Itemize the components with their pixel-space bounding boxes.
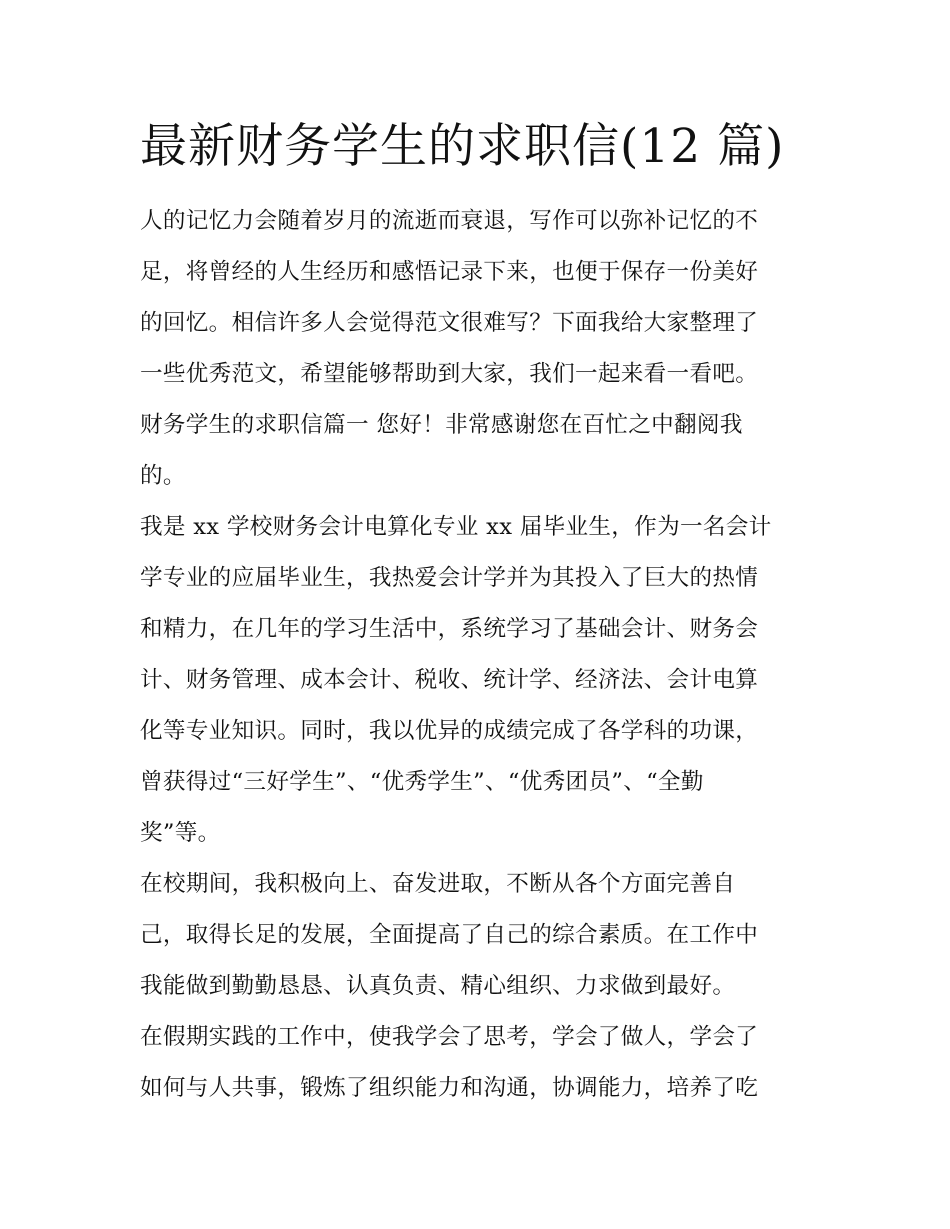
body-line: 人的记忆力会随着岁月的流逝而衰退，写作可以弥补记忆的不 <box>140 208 759 234</box>
body-line: 曾获得过“三好学生”、“优秀学生”、“优秀团员”、“全勤 <box>140 769 704 795</box>
body-line: 的。 <box>140 463 186 489</box>
body-line: 奖”等。 <box>140 820 221 846</box>
document-body <box>140 196 812 1114</box>
body-line: 一些优秀范文，希望能够帮助到大家，我们一起来看一看吧。 <box>140 361 759 387</box>
body-line: 己，取得长足的发展，全面提高了自己的综合素质。在工作中 <box>140 922 759 948</box>
body-line: 我是 xx 学校财务会计电算化专业 xx 届毕业生，作为一名会计 <box>140 514 772 540</box>
body-line: 我能做到勤勤恳恳、认真负责、精心组织、力求做到最好。 <box>140 973 736 999</box>
body-line: 学专业的应届毕业生，我热爱会计学并为其投入了巨大的热情 <box>140 565 759 591</box>
body-line: 在假期实践的工作中，使我学会了思考，学会了做人，学会了 <box>140 1024 759 1050</box>
body-line: 和精力，在几年的学习生活中，系统学习了基础会计、财务会 <box>140 616 759 642</box>
body-line: 足，将曾经的人生经历和感悟记录下来，也便于保存一份美好 <box>140 259 759 285</box>
body-line: 如何与人共事，锻炼了组织能力和沟通，协调能力，培养了吃 <box>140 1075 759 1101</box>
body-line: 计、财务管理、成本会计、税收、统计学、经济法、会计电算 <box>140 667 759 693</box>
body-line: 财务学生的求职信篇一 您好！非常感谢您在百忙之中翻阅我 <box>140 412 743 438</box>
body-line: 化等专业知识。同时，我以优异的成绩完成了各学科的功课， <box>140 718 759 744</box>
body-line: 在校期间，我积极向上、奋发进取，不断从各个方面完善自 <box>140 871 736 897</box>
document-title: 最新财务学生的求职信(12 篇) <box>140 119 785 174</box>
body-line: 的回忆。相信许多人会觉得范文很难写？下面我给大家整理了 <box>140 310 759 336</box>
